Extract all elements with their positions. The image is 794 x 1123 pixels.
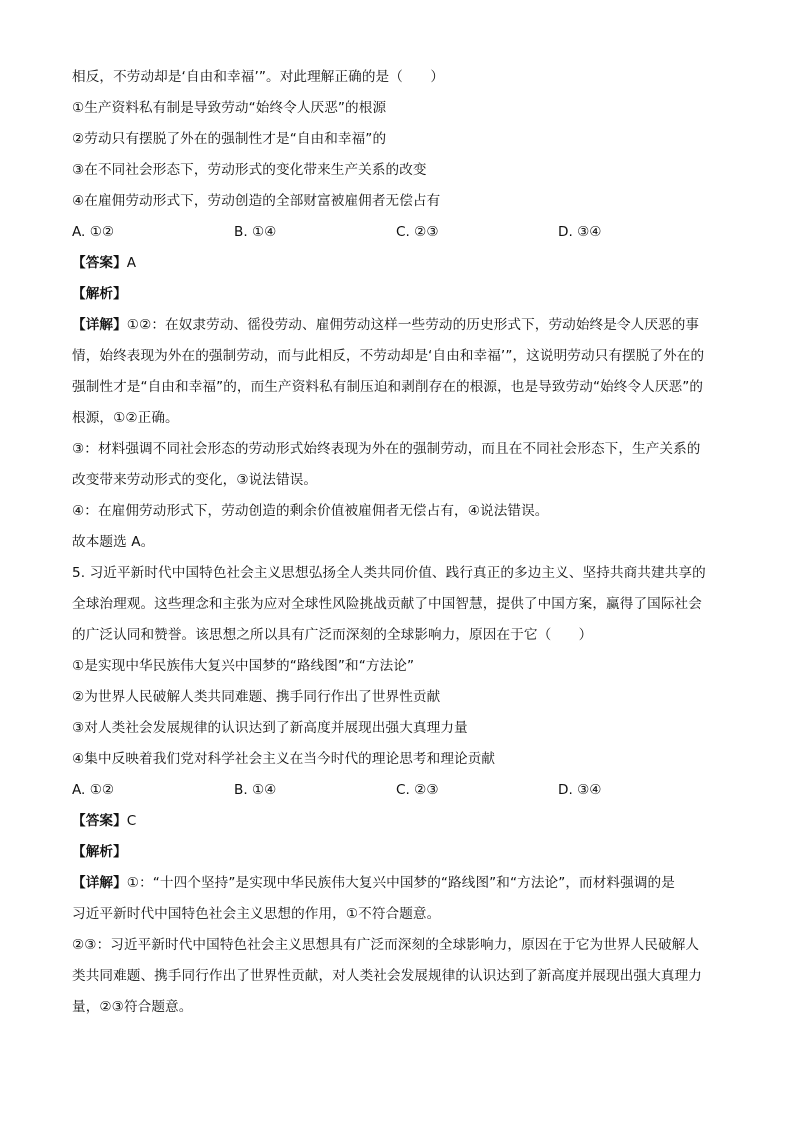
q4-detail-label: 【详解】 [72,317,127,333]
q4-option-b: B. ①④ [234,224,277,240]
q5-item-3: ③对人类社会发展规律的认识达到了新高度并展现出强大真理力量 [72,720,468,736]
q4-analysis-label: 【解析】 [72,286,127,302]
q4-options [72,217,722,248]
q4-detail-1 [72,310,722,341]
document-page [72,62,722,1023]
q4-detail-text-1: ①②：在奴隶劳动、徭役劳动、雇佣劳动这样一些劳动的历史形式下，劳动始终是令人厌恶的事 [126,317,700,333]
q4-item-4: ④在雇佣劳动形式下，劳动创造的全部财富被雇佣者无偿占有 [72,193,441,209]
q5-option-c: C. ②③ [396,782,439,798]
q4-option-d: D. ③④ [558,224,602,240]
q5-answer-value: C [126,813,137,829]
q5-point23-1: ②③：习近平新时代中国特色社会主义思想具有广泛而深刻的全球影响力，原因在于它为世界人民破解人 [72,937,700,953]
q4-detail-4: 根源，①②正确。 [72,410,179,426]
q4-detail-3: 强制性才是“自由和幸福”的，而生产资料私有制压迫和剥削存在的根源，也是导致劳动“始终令人厌恶”的 [72,379,704,395]
q5-stem-3: 的广泛认同和赞誉。该思想之所以具有广泛而深刻的全球影响力，原因在于它（ ） [72,627,593,643]
q5-stem-2: 全球治理观。这些理念和主张为应对全球性风险挑战贡献了中国智慧，提供了中国方案，赢得了国际社会 [72,596,702,612]
q4-detail-2: 情，始终表现为外在的强制劳动，而与此相反，不劳动却是‘自由和幸福’”，这说明劳动只有摆脱了外在的 [72,348,705,364]
q4-point3-2: 改变带来劳动形式的变化，③说法错误。 [72,472,318,488]
q5-point23-2: 类共同难题、携手同行作出了世界性贡献，对人类社会发展规律的认识达到了新高度并展现出强大真理力 [72,968,702,984]
q5-stem-1: 5. 习近平新时代中国特色社会主义思想弘扬全人类共同价值、践行真正的多边主义、坚持共商共建共享的 [72,565,706,581]
q5-options [72,775,722,806]
q4-answer-value: A [126,255,137,271]
q5-answer [72,806,722,837]
q5-option-a: A. ①② [72,782,115,798]
q5-point23-3: 量，②③符合题意。 [72,999,193,1015]
q5-item-2: ②为世界人民破解人类共同难题、携手同行作出了世界性贡献 [72,689,441,705]
q4-item-2: ②劳动只有摆脱了外在的强制性才是“自由和幸福”的 [72,131,387,147]
q5-option-d: D. ③④ [558,782,602,798]
q4-item-3: ③在不同社会形态下，劳动形式的变化带来生产关系的改变 [72,162,427,178]
q5-item-4: ④集中反映着我们党对科学社会主义在当今时代的理论思考和理论贡献 [72,751,496,767]
q4-item-1: ①生产资料私有制是导致劳动“始终令人厌恶”的根源 [72,100,387,116]
q4-point3-1: ③：材料强调不同社会形态的劳动形式始终表现为外在的强制劳动，而且在不同社会形态下，生产关系的 [72,441,701,457]
q5-detail-2: 习近平新时代中国特色社会主义思想的作用，①不符合题意。 [72,906,441,922]
q4-stem-tail: 相反，不劳动却是‘自由和幸福’”。对此理解正确的是（ ） [72,69,445,85]
q4-answer [72,248,722,279]
q5-detail-1 [72,868,722,899]
q5-detail-text-1: ①：“十四个坚持”是实现中华民族伟大复兴中国梦的“路线图”和“方法论”，而材料强调的是 [126,875,675,891]
q5-item-1: ①是实现中华民族伟大复兴中国梦的“路线图”和“方法论” [72,658,415,674]
q4-option-c: C. ②③ [396,224,439,240]
q5-option-b: B. ①④ [234,782,277,798]
q5-detail-label: 【详解】 [72,875,127,891]
q4-option-a: A. ①② [72,224,115,240]
q5-answer-label: 【答案】 [72,813,127,829]
q5-analysis-label: 【解析】 [72,844,127,860]
q4-answer-label: 【答案】 [72,255,127,271]
q4-point4: ④：在雇佣劳动形式下，劳动创造的剩余价值被雇佣者无偿占有，④说法错误。 [72,503,549,519]
q4-conclusion: 故本题选 A。 [72,534,155,550]
